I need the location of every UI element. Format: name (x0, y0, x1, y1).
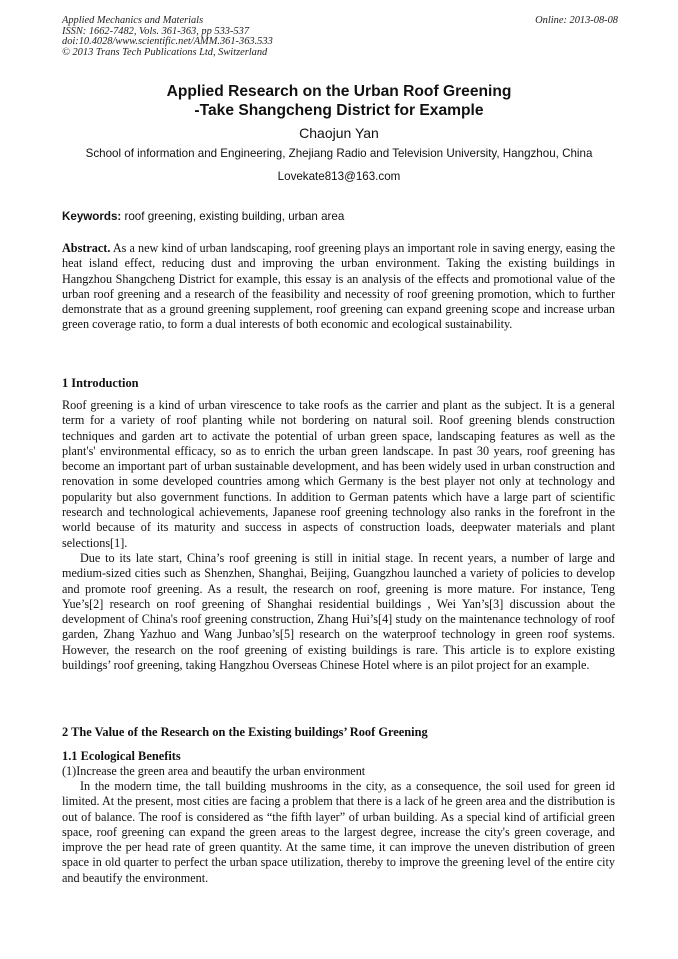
author-affiliation: School of information and Engineering, Zhejiang Radio and Television University, Hangzhou, China (85, 147, 593, 160)
keywords-text: roof greening, existing building, urban area (121, 210, 345, 223)
introduction-body (62, 398, 615, 673)
abstract-text: As a new kind of urban landscaping, roof greening plays an important role in saving energy, easing the heat island effect, reducing dust and improving the urban environment. Taking the existing buildings in Hangzhou Shangcheng District for example, this essay is an analysis of the effects and promotional value of the urban roof greening and a research of the feasibility and necessity of roof greening promotion, which to further demonstrate that as a ground greening supplement, roof greening can expand greening scope and increase urban green coverage ratio, to form a dual interests of both economic and ecological sustainability. (62, 241, 615, 332)
journal-header (62, 16, 618, 58)
copyright-line: © 2013 Trans Tech Publications Ltd, Switzerland (62, 46, 268, 58)
title-line-2: -Take Shangcheng District for Example (194, 102, 484, 119)
subsection-heading-ecological: 1.1 Ecological Benefits (62, 749, 181, 763)
keywords-label: Keywords: (62, 210, 122, 223)
list-item: (1)Increase the green area and beautify the urban environment (62, 764, 366, 778)
ecological-body (62, 779, 615, 886)
title-line-1: Applied Research on the Urban Roof Greening (166, 83, 512, 100)
journal-name: Applied Mechanics and Materials (62, 15, 204, 26)
author-name: Chaojun Yan (299, 125, 379, 141)
online-date: Online: 2013-08-08 (535, 15, 618, 26)
paper-title (0, 82, 678, 120)
doi-line: doi:10.4028/www.scientific.net/AMM.361-363.533 (62, 36, 273, 48)
abstract (62, 241, 615, 333)
keywords (62, 210, 618, 224)
title-block (0, 82, 678, 184)
paragraph: In the modern time, the tall building mushrooms in the city, as a consequence, the soil used for green id limited. At the present, most cities are facing a problem that there is a lack of he green area and the distribution is out of balance. The roof is considered as “the fifth layer” of urban building. As a special kind of artificial green space, roof greening can expand the green areas to the largest degree, increase the city's green coverage, and improve the per head rate of green quantity. At the same time, it can improve the uneven distribution of green space in old quarter to perfect the urban space utilization, thereby to improve the greening level of the entire city and beautify the environment. (62, 779, 615, 885)
author-email: Lovekate813@163.com (277, 170, 401, 183)
abstract-label: Abstract. (62, 241, 111, 255)
section-heading-value: 2 The Value of the Research on the Existing buildings’ Roof Greening (62, 725, 428, 739)
paragraph: Roof greening is a kind of urban virescence to take roofs as the carrier and plant as the subject. It is a general term for a variety of roof planting while not bordering on natural soil. Roof greening blends construction techniques and garden art to activate the potential of urban green space, landscaping features as well as the plant's' environmental efficacy, so as to enrich the urban green landscape. In past 30 years, roof greening has become an important part of urban sustainable development, and has been widely used in urban construction and renovation in some developed countries among which Germany is the best player not only at technology and popularity but also government functions. In addition to German patents which have a large part of scientific research and technological achievements, Japanese roof greening technology also ranks in the forefront in the world because of its maturity and success in aspects of construction loads, deepwater materials and plant selections[1]. (62, 398, 615, 550)
section-heading-introduction: 1 Introduction (62, 376, 139, 390)
paragraph: Due to its late start, China’s roof greening is still in initial stage. In recent years, a number of large and medium-sized cities such as Shenzhen, Shanghai, Beijing, Guangzhou launched a variety of policies to develop and promote roof greening. As a result, the research on roof, greening is more mature. For instance, Teng Yue’s[2] research on roof greening of Shanghai residential buildings , Wei Yan’s[3] discussion about the development of China's roof greening construction, Zhang Hui’s[4] study on the maintenance technology of roof garden, Zhang Yazhuo and Wang Junbao’s[5] research on the waterproof technology in green roof systems. However, the research on the roof greening of existing buildings is rare. This article is to explore existing buildings’ roof greening, taking Hangzhou Overseas Chinese Hotel where is an pilot project for an example. (62, 550, 615, 673)
issn-line: ISSN: 1662-7482, Vols. 361-363, pp 533-537 (62, 25, 250, 37)
